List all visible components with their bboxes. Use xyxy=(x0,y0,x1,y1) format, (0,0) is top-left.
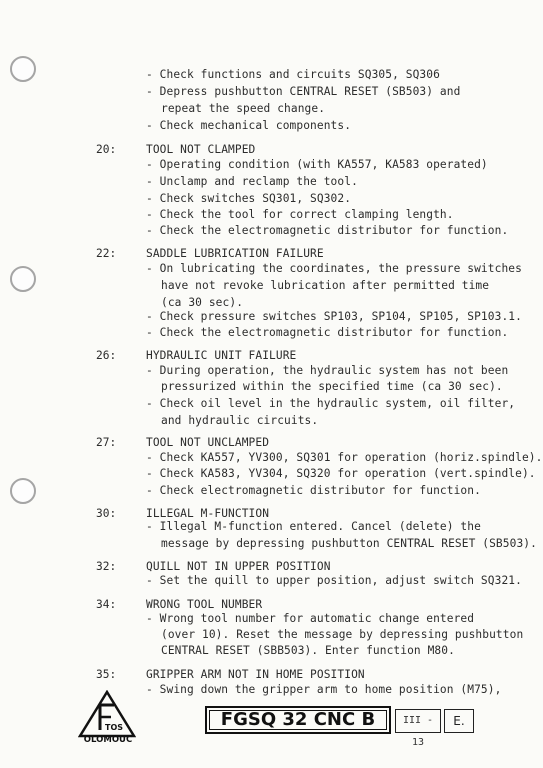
section-number: 26: xyxy=(96,349,117,362)
bullet-line: - Check oil level in the hydraulic system, oil filter, xyxy=(146,397,516,410)
text-line: pressurized within the specified time (ca 30 sec). xyxy=(161,380,503,393)
bullet-line: - Operating condition (with KA557, KA583 operated) xyxy=(146,158,488,171)
section-heading: GRIPPER ARM NOT IN HOME POSITION xyxy=(146,668,365,681)
section-number: 35: xyxy=(96,668,117,681)
text-line: repeat the speed change. xyxy=(161,102,326,115)
text-line: and hydraulic circuits. xyxy=(161,414,319,427)
section-number: 22: xyxy=(96,247,117,260)
logo-text: TOS xyxy=(105,723,124,732)
bullet-line: - Check mechanical components. xyxy=(146,119,352,132)
bullet-line: - Depress pushbutton CENTRAL RESET (SB503) and xyxy=(146,85,461,98)
bullet-line: - Wrong tool number for automatic change entered xyxy=(146,612,475,625)
bullet-line: - Set the quill to upper position, adjust switch SQ321. xyxy=(146,574,522,587)
page-number: III - 13 xyxy=(395,709,441,733)
bullet-line: - Check the electromagnetic distributor for function. xyxy=(146,326,509,339)
bullet-line: - Check pressure switches SP103, SP104, SP105, SP103.1. xyxy=(146,310,522,323)
section-number: 30: xyxy=(96,507,117,520)
text-line: (over 10). Reset the message by depressing pushbutton xyxy=(161,628,524,641)
binder-hole xyxy=(10,478,36,504)
bullet-line: - Illegal M-function entered. Cancel (delete) the xyxy=(146,520,481,533)
section-heading: WRONG TOOL NUMBER xyxy=(146,598,263,611)
bullet-line: - Check KA583, YV304, SQ320 for operation (vert.spindle). xyxy=(146,467,536,480)
text-line: (ca 30 sec). xyxy=(161,296,244,309)
section-heading: ILLEGAL M-FUNCTION xyxy=(146,507,270,520)
binder-hole xyxy=(10,266,36,292)
section-heading: TOOL NOT CLAMPED xyxy=(146,143,256,156)
model-title: FGSQ 32 CNC B xyxy=(205,706,391,734)
section-heading: TOOL NOT UNCLAMPED xyxy=(146,436,270,449)
section-number: 27: xyxy=(96,436,117,449)
language-code: E. xyxy=(444,709,474,733)
text-line: CENTRAL RESET (SBB503). Enter function M80. xyxy=(161,644,455,657)
binder-hole xyxy=(10,56,36,82)
section-number: 20: xyxy=(96,143,117,156)
section-heading: QUILL NOT IN UPPER POSITION xyxy=(146,560,331,573)
bullet-line: - Check KA557, YV300, SQ301 for operation (horiz.spindle). xyxy=(146,451,543,464)
bullet-line: - Check the tool for correct clamping length. xyxy=(146,208,454,221)
logo-city: OLOMOUC xyxy=(83,735,133,745)
text-line: have not revoke lubrication after permitted time xyxy=(161,279,490,292)
section-heading: SADDLE LUBRICATION FAILURE xyxy=(146,247,324,260)
bullet-line: - Check functions and circuits SQ305, SQ306 xyxy=(146,68,440,81)
bullet-line: - Unclamp and reclamp the tool. xyxy=(146,175,358,188)
text-line: message by depressing pushbutton CENTRAL RESET (SB503). xyxy=(161,537,537,550)
section-heading: HYDRAULIC UNIT FAILURE xyxy=(146,349,297,362)
bullet-line: - Check the electromagnetic distributor for function. xyxy=(146,224,509,237)
bullet-line: - Check electromagnetic distributor for function. xyxy=(146,484,481,497)
bullet-line: - During operation, the hydraulic system has not been xyxy=(146,364,509,377)
section-number: 32: xyxy=(96,560,117,573)
bullet-line: - Check switches SQ301, SQ302. xyxy=(146,192,352,205)
bullet-line: - Swing down the gripper arm to home position (M75), xyxy=(146,683,502,696)
section-number: 34: xyxy=(96,598,117,611)
bullet-line: - On lubricating the coordinates, the pressure switches xyxy=(146,262,522,275)
